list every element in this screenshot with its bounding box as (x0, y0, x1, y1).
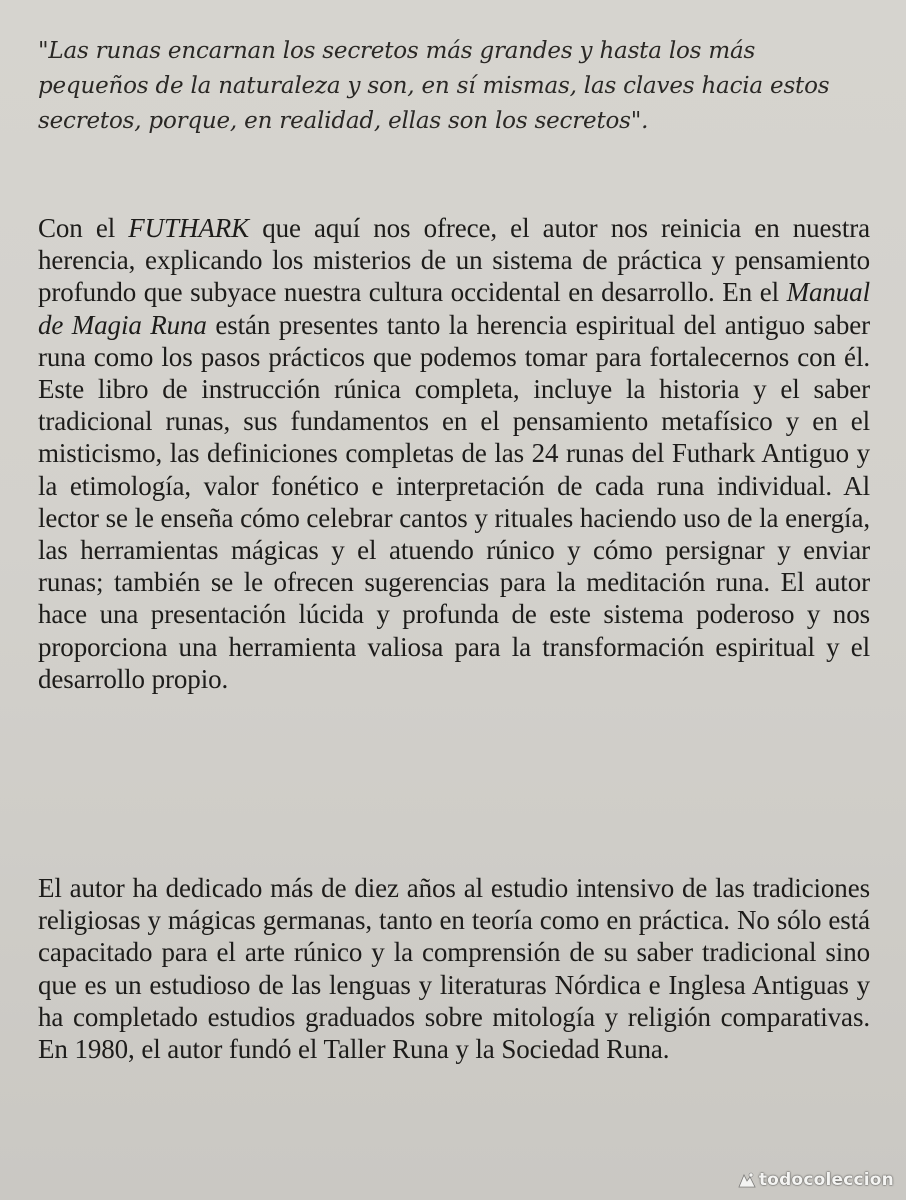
watermark-logo-icon (738, 1172, 756, 1188)
book-title: Manual de Magia Runa (38, 277, 870, 340)
epigraph-quote: "Las runas encarnan los secretos más grandes y hasta los más pequeños de la naturaleza y son, en sí mismas, las claves hacia estos secretos, porque, en realidad, ellas son los secretos". (38, 38, 830, 134)
synopsis-paragraph (38, 212, 870, 695)
synopsis-text-middle: que aquí nos ofrece, el autor nos reinicia en nuestra herencia, explicando los misterios de un sistema de práctica y pensamiento profundo que subyace nuestra cultura occidental en desarrollo. En el (38, 213, 870, 308)
synopsis-text-start: Con el (38, 213, 129, 243)
synopsis-text-end: están presentes tanto la herencia espiritual del antiguo saber runa como los pasos prácticos que podemos tomar para fortalecernos con él. Este libro de instrucción rúnica completa, incluye la historia y el saber tradicional runas, sus fundamentos en el pensamiento metafísico y en el misticismo, las definiciones completas de las 24 runas del Futhark Antiguo y la etimología, valor fonético e interpretación de cada runa individual. Al lector se le enseña cómo celebrar cantos y rituales haciendo uso de la energía, las herramientas mágicas y el atuendo rúnico y cómo persignar y enviar runas; también se le ofrecen sugerencias para la meditación runa. El autor hace una presentación lúcida y profunda de este sistema poderoso y nos proporciona una herramienta valiosa para la transformación espiritual y el desarrollo propio. (38, 309, 871, 694)
futhark-term: FUTHARK (128, 213, 250, 243)
author-bio-paragraph: El autor ha dedicado más de diez años al estudio intensivo de las tradiciones religiosas y mágicas germanas, tanto en teoría como en práctica. No sólo está capacitado para el arte rúnico y la comprensión de su saber tradicional sino que es un estudioso de las lenguas y literaturas Nórdica e Inglesa Antiguas y ha completado estudios graduados sobre mitología y religión comparativas. En 1980, el autor fundó el Taller Runa y la Sociedad Runa. (38, 873, 870, 1065)
watermark-text: todocoleccion (758, 1170, 894, 1190)
watermark (738, 1170, 894, 1190)
